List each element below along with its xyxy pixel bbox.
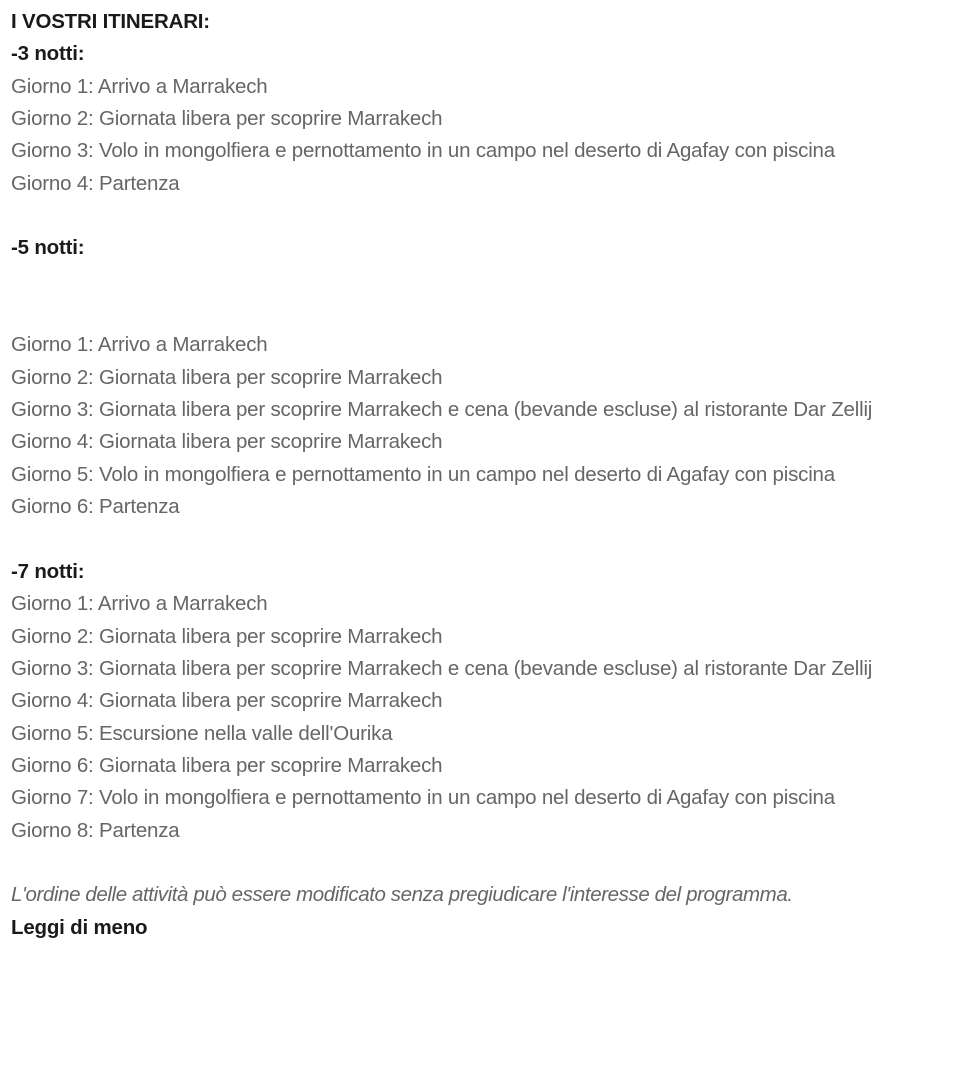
day-item: Giorno 4: Giornata libera per scoprire Marrakech bbox=[11, 430, 443, 454]
spacer bbox=[11, 200, 940, 232]
itinerary-7-nights bbox=[11, 556, 940, 847]
day-item: Giorno 6: Partenza bbox=[11, 495, 180, 519]
page-title: I VOSTRI ITINERARI: bbox=[11, 10, 210, 33]
spacer bbox=[11, 847, 940, 879]
itinerary-document bbox=[11, 6, 940, 944]
day-item: Giorno 3: Giornata libera per scoprire Marrakech e cena (bevande escluse) al ristorante Dar Zellij bbox=[11, 398, 873, 422]
day-item: Giorno 8: Partenza bbox=[11, 818, 180, 842]
day-item: Giorno 3: Giornata libera per scoprire Marrakech e cena (bevande escluse) al ristorante Dar Zellij bbox=[11, 656, 873, 680]
itinerary-heading: -7 notti: bbox=[11, 559, 85, 583]
itinerary-heading: -3 notti: bbox=[11, 42, 85, 66]
day-item: Giorno 1: Arrivo a Marrakech bbox=[11, 74, 268, 98]
day-item: Giorno 5: Escursione nella valle dell'Ourika bbox=[11, 721, 393, 745]
day-item: Giorno 6: Giornata libera per scoprire Marrakech bbox=[11, 753, 443, 777]
day-item: Giorno 1: Arrivo a Marrakech bbox=[11, 333, 268, 357]
itinerary-5-nights bbox=[11, 232, 940, 523]
day-item: Giorno 2: Giornata libera per scoprire Marrakech bbox=[11, 365, 443, 389]
day-item: Giorno 2: Giornata libera per scoprire Marrakech bbox=[11, 624, 443, 648]
spacer bbox=[11, 265, 940, 297]
day-item: Giorno 1: Arrivo a Marrakech bbox=[11, 592, 268, 616]
itinerary-note: L'ordine delle attività può essere modificato senza pregiudicare l'interesse del programma. bbox=[11, 883, 793, 907]
day-item: Giorno 7: Volo in mongolfiera e pernottamento in un campo nel deserto di Agafay con piscina bbox=[11, 786, 835, 810]
day-item: Giorno 3: Volo in mongolfiera e pernottamento in un campo nel deserto di Agafay con piscina bbox=[11, 139, 835, 163]
itinerary-heading: -5 notti: bbox=[11, 236, 85, 260]
read-less-link[interactable]: Leggi di meno bbox=[11, 915, 148, 939]
itinerary-3-nights bbox=[11, 38, 940, 200]
day-item: Giorno 5: Volo in mongolfiera e pernottamento in un campo nel deserto di Agafay con piscina bbox=[11, 462, 835, 486]
spacer bbox=[11, 524, 940, 556]
spacer bbox=[11, 297, 940, 329]
day-item: Giorno 4: Giornata libera per scoprire Marrakech bbox=[11, 689, 443, 713]
day-item: Giorno 2: Giornata libera per scoprire Marrakech bbox=[11, 107, 443, 131]
day-item: Giorno 4: Partenza bbox=[11, 171, 180, 195]
